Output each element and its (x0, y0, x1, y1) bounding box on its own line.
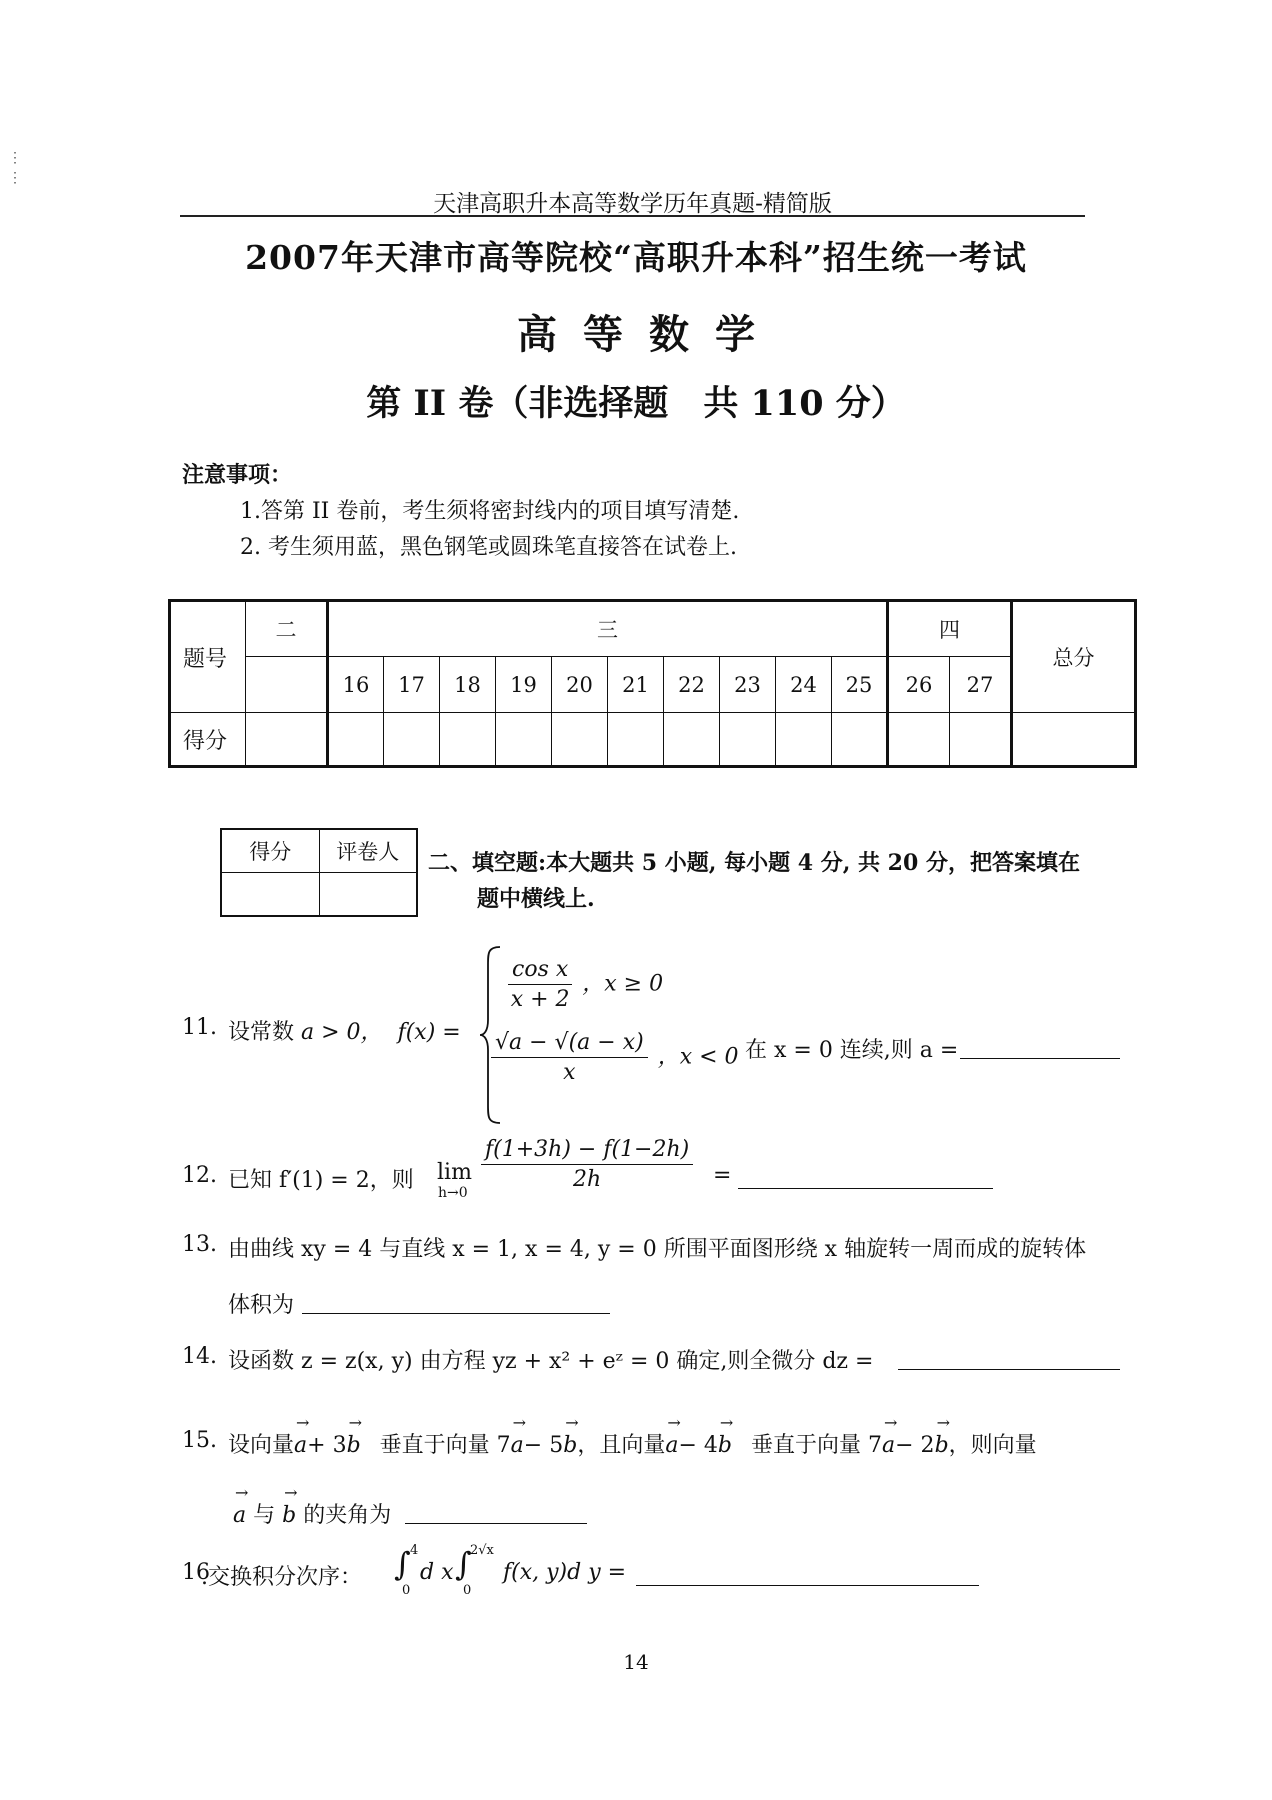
q11-case2-numerator: √a − √(a − x) (491, 1030, 648, 1058)
question-12-number: 12. (182, 1163, 217, 1188)
q15-line-1 (228, 1428, 1037, 1459)
q12-equals: = (713, 1163, 732, 1188)
q15-text: − 4 (678, 1433, 718, 1458)
q11-case-2 (488, 1030, 739, 1085)
q15-answer-blank[interactable] (405, 1503, 587, 1524)
total-score-cell[interactable] (1012, 713, 1136, 767)
note-item: 2. 考生须用蓝，黑色钢笔或圆珠笔直接答在试卷上. (240, 535, 737, 560)
vector-b: → b (282, 1503, 296, 1528)
grader-name-label: 评卷人 (319, 829, 417, 873)
grader-score-label: 得分 (221, 829, 319, 873)
q12-limit-subscript: h→0 (438, 1185, 468, 1201)
group-header: 四 (888, 601, 1012, 657)
q12-answer-blank[interactable] (738, 1168, 993, 1189)
question-number: 26 (888, 657, 950, 713)
q15-text: + 3 (307, 1433, 347, 1458)
q15-text: 垂直于向量 7 (379, 1433, 511, 1458)
q15-text: ，则向量 (948, 1433, 1037, 1458)
score-cell[interactable] (246, 713, 328, 767)
score-cell[interactable] (384, 713, 440, 767)
row-label-score: 得分 (170, 713, 246, 767)
scan-mark: ⋮ (8, 150, 22, 166)
section-line: 二、填空题:本大题共 5 小题, 每小题 4 分, 共 20 分，把答案填在 (428, 850, 1080, 876)
row-label-question: 题号 (170, 601, 246, 713)
q15-text: 与 (253, 1503, 276, 1528)
q16-integrand: f(x, y)d y = (503, 1560, 627, 1585)
vector-b: → b (563, 1433, 577, 1458)
exam-title: 2007年天津市高等院校“高职升本科”招生统一考试 (245, 238, 1027, 277)
section-line: 题中横线上. (477, 886, 595, 912)
q15-text: − 2 (895, 1433, 935, 1458)
q11-case1-denominator: x + 2 (510, 987, 570, 1012)
q15-text: − 5 (523, 1433, 564, 1458)
q11-case-1 (505, 957, 663, 1012)
q15-text: 垂直于向量 7 (751, 1433, 882, 1458)
q12-fraction-wrap (478, 1137, 696, 1192)
q11-case2-denominator: x (563, 1060, 576, 1085)
score-cell[interactable] (720, 713, 776, 767)
question-number: 24 (776, 657, 832, 713)
q15-text: ，且向量 (577, 1433, 666, 1458)
volume-title: 第 II 卷（非选择题 共 110 分） (366, 383, 906, 424)
score-cell[interactable] (608, 713, 664, 767)
q16-int2-upper: 2√x (470, 1543, 494, 1558)
vector-a: → a (511, 1433, 524, 1458)
section-instructions (428, 845, 1128, 917)
group-header: 二 (246, 601, 328, 657)
vector-a: → a (882, 1433, 895, 1458)
grader-box (220, 828, 418, 917)
q11-case2-condition: ，x < 0 (657, 1044, 739, 1070)
question-number: 22 (664, 657, 720, 713)
q11-prefix-text: 设常数 (228, 1020, 295, 1045)
q15-line-2 (233, 1498, 391, 1529)
question-number: 18 (440, 657, 496, 713)
q12-denominator: 2h (573, 1167, 602, 1192)
integral-sign-icon: ∫ (394, 1545, 411, 1583)
q11-case1-fraction (508, 957, 572, 1012)
question-number: 17 (384, 657, 440, 713)
q11-answer-blank[interactable] (960, 1038, 1120, 1059)
score-cell[interactable] (950, 713, 1012, 767)
vector-a: → a (233, 1503, 246, 1528)
q12-numerator: f(1+3h) − f(1−2h) (481, 1137, 693, 1165)
vector-b: → b (718, 1433, 732, 1458)
total-header: 总分 (1012, 601, 1136, 713)
group-header: 三 (328, 601, 888, 657)
question-number: 20 (552, 657, 608, 713)
q11-condition: a > 0， (301, 1020, 383, 1045)
question-13-number: 13. (182, 1232, 217, 1257)
q15-text: 的夹角为 (303, 1503, 392, 1528)
note-item: 1.答第 II 卷前，考生须将密封线内的项目填写清楚. (240, 499, 740, 524)
question-number: 25 (832, 657, 888, 713)
question-number: 16 (328, 657, 384, 713)
q16-int1-lower: 0 (402, 1583, 411, 1598)
vector-b: → b (347, 1433, 361, 1458)
q16-text: .交换积分次序： (201, 1565, 362, 1590)
score-cell[interactable] (440, 713, 496, 767)
vector-a: → a (665, 1433, 678, 1458)
score-cell[interactable] (496, 713, 552, 767)
question-number: 27 (950, 657, 1012, 713)
grader-name-cell[interactable] (319, 873, 417, 917)
question-11-prefix (228, 1015, 461, 1046)
q13-line-2: 体积为 (228, 1293, 295, 1318)
question-number: 23 (720, 657, 776, 713)
q11-suffix: 在 x = 0 连续,则 a = (745, 1038, 959, 1063)
grader-score-cell[interactable] (221, 873, 319, 917)
question-11-number: 11. (182, 1015, 217, 1040)
running-header: 天津高职升本高等数学历年真题-精简版 (433, 191, 832, 217)
subject-title: 高等数学 (517, 311, 781, 358)
q14-text: 设函数 z = z(x, y) 由方程 yz + x² + eᶻ = 0 确定,则全微分 dz = (228, 1349, 874, 1374)
q16-int2-lower: 0 (463, 1583, 472, 1598)
score-cell[interactable] (328, 713, 384, 767)
vector-b: → b (935, 1433, 949, 1458)
score-cell[interactable] (888, 713, 950, 767)
question-16-number: 16 (182, 1560, 210, 1585)
integral-sign-icon: ∫ (455, 1545, 472, 1583)
header-rule (180, 215, 1085, 217)
score-table (168, 599, 1137, 768)
score-cell[interactable] (776, 713, 832, 767)
table-cell (246, 657, 328, 713)
q11-function: f(x) = (397, 1020, 461, 1045)
q11-case1-numerator: cos x (508, 957, 572, 985)
page-number: 14 (623, 1650, 649, 1674)
q16-int1-upper: 4 (410, 1543, 419, 1558)
q12-fraction (481, 1137, 693, 1192)
question-number: 19 (496, 657, 552, 713)
scan-mark: ⋮ (8, 170, 22, 186)
question-number: 21 (608, 657, 664, 713)
notes-heading: 注意事项： (182, 462, 293, 488)
question-14-number: 14. (182, 1344, 217, 1369)
score-cell[interactable] (664, 713, 720, 767)
q12-limit: lim (437, 1160, 472, 1185)
q16-dx: d x (420, 1560, 454, 1585)
score-cell[interactable] (832, 713, 888, 767)
score-cell[interactable] (552, 713, 608, 767)
question-15-number: 15. (182, 1428, 217, 1453)
q13-line-1: 由曲线 xy = 4 与直线 x = 1, x = 4, y = 0 所围平面图形绕 x 轴旋转一周而成的旋转体 (228, 1237, 1087, 1262)
q15-text: 设向量 (228, 1433, 295, 1458)
q11-case1-condition: ，x ≥ 0 (582, 971, 664, 997)
q14-answer-blank[interactable] (898, 1349, 1120, 1370)
q12-prefix: 已知 f′(1) = 2，则 (228, 1168, 414, 1193)
q16-answer-blank[interactable] (636, 1565, 979, 1586)
q11-case2-fraction (491, 1030, 648, 1085)
q13-answer-blank[interactable] (302, 1293, 610, 1314)
vector-a: → a (294, 1433, 307, 1458)
